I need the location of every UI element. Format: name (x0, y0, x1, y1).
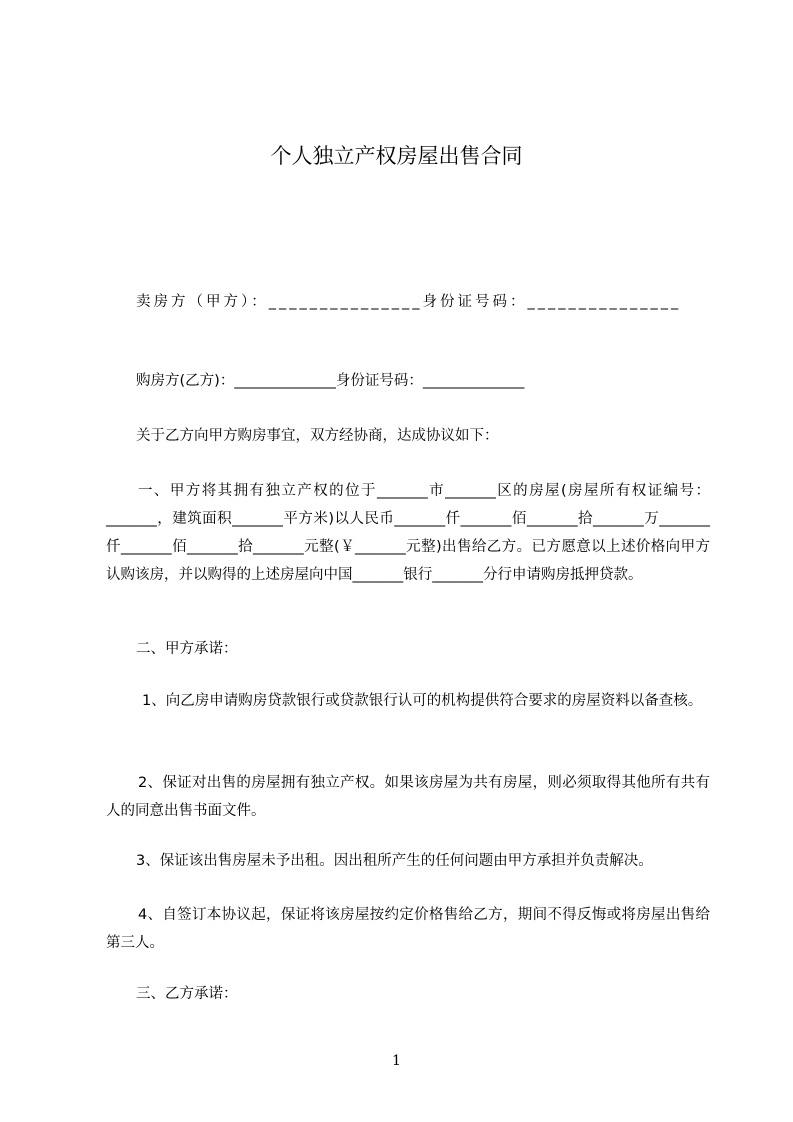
item-2-1-text: 1、向乙房申请购房贷款银行或贷款银行认可的机构提供符合要求的房屋资料以备查核。 (142, 693, 703, 709)
item-2-1 (106, 687, 710, 715)
page-number: 1 (392, 1053, 401, 1069)
item-2-3 (106, 847, 710, 875)
item-2-2 (106, 769, 710, 825)
item-2-3-text: 3、保证该出售房屋未予出租。因出租所产生的任何问题由甲方承担并负责解决。 (136, 853, 653, 869)
clause-1-text: 一、甲方将其拥有独立产权的位于_______市_______区的房屋(房屋所有权证编号：_______，建筑面积_______平方米)以人民币_______仟_______佰_______拾_______万_______仟_______佰_______拾_______元整(￥_______元整)出售给乙方。已方愿意以上述价格向甲方认购该房，并以购得的上述房屋向中国_______银行_______分行申请购房抵押贷款。 (106, 483, 710, 583)
section-2-heading: 二、甲方承诺： (136, 641, 238, 657)
buyer-line: 购房方(乙方)：______________身份证号码：______________ (136, 373, 525, 389)
seller-line: 卖房方（甲方）：_______________身份证号码：_______________ (136, 294, 682, 310)
intro-text: 关于乙方向甲方购房事宜，双方经协商，达成协议如下： (136, 428, 499, 444)
clause-1 (106, 477, 710, 589)
item-2-4-text: 4、自签订本协议起，保证将该房屋按约定价格售给乙方，期间不得反悔或将房屋出售给第三人。 (106, 907, 710, 951)
item-2-2-text: 2、保证对出售的房屋拥有独立产权。如果该房屋为共有房屋，则必须取得其他所有共有人的同意出售书面文件。 (106, 775, 710, 819)
item-2-4 (106, 901, 710, 957)
document-title: 个人独立产权房屋出售合同 (270, 144, 523, 168)
section-3-heading: 三、乙方承诺： (136, 986, 238, 1002)
